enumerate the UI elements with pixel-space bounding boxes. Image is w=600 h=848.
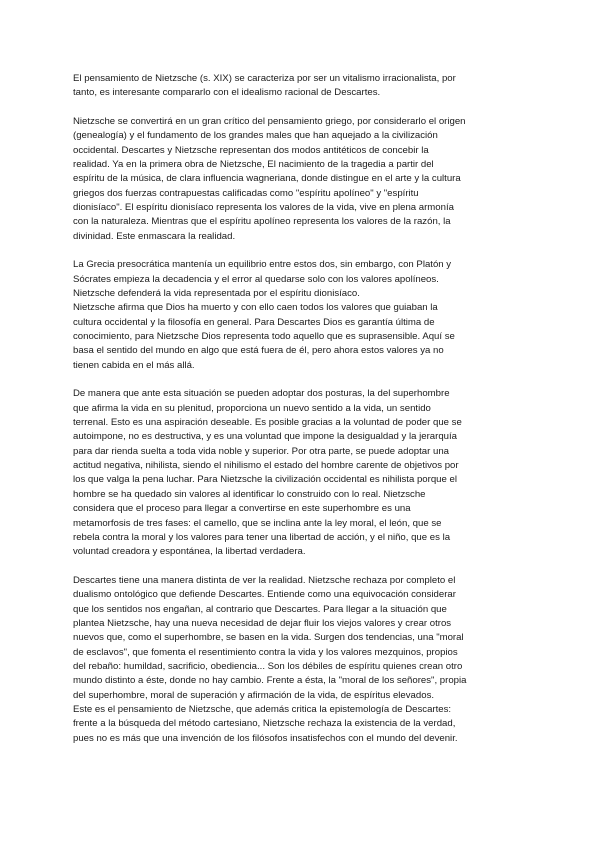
- paragraph-descartes-contrast: Descartes tiene una manera distinta de ver la realidad. Nietzsche rechaza por completo el dualismo ontológico que defiende Descartes. Entiende como una equivocación considerar que los sentidos nos engañan, al contrario que Descartes. Para llegar a la situación que plantea Nietzsche, hay una nueva necesidad de dejar fluir los viejos valores y crear otros nuevos que, como el superhombre, se basen en la vida. Surgen dos tendencias, una "moral de esclavos", que fomenta el resentimiento contra la vida y los valores mezquinos, propios del rebaño: humildad, sacrificio, obediencia... Son los débiles de espíritu quienes crean otro mundo distinto a éste, donde no hay cambio. Frente a ésta, la "moral de los señores", propia del superhombre, moral de superación y afirmación de la vida, de espíritus elevados.: [73, 574, 467, 701]
- paragraph-greek-thought: Nietzsche se convertirá en un gran crítico del pensamiento griego, por considerarlo el origen (genealogía) y el fundamento de los grandes males que han aquejado a la civilización occidental. Descartes y Nietzsche representan dos modos antitéticos de concebir la realidad. Ya en la primera obra de Nietzsche, El nacimiento de la tragedia a partir del espíritu de la música, de clara influencia wagneriana, donde distingue en el arte y la cultura griegos dos fuerzas contrapuestas calificadas como "espíritu apolíneo" y "espíritu dionisíaco". El espíritu dionisíaco representa los valores de la vida, vive en plena armonía con la naturaleza. Mientras que el espíritu apolíneo representa los valores de la razón, la divinidad. Este enmascara la realidad.: [73, 115, 466, 242]
- document-body: [73, 72, 529, 746]
- paragraph-superman: De manera que ante esta situación se pueden adoptar dos posturas, la del superhombre que afirma la vida en su plenitud, proporciona un nuevo sentido a la vida, un sentido terrenal. Esto es una aspiración deseable. Es posible gracias a la voluntad de poder que se autoimpone, no es destructiva, y es una voluntad que impone la desigualdad y la jerarquía para dar rienda suelta a toda vida noble y superior. Por otra parte, se puede adoptar una actitud negativa, nihilista, siendo el nihilismo el estado del hombre carente de objetivos por los que valga la pena luchar. Para Nietzsche la civilización occidental es nihilista porque el hombre se ha quedado sin valores al identificar lo construido con lo real. Nietzsche considera que el proceso para llegar a convertirse en este superhombre es una metamorfosis de tres fases: el camello, que se inclina ante la ley moral, el león, que se rebela contra la moral y los valores para tener una libertad de acción, y el niño, que es la voluntad creadora y espontánea, la libertad verdadera.: [73, 388, 462, 558]
- paragraph-intro: El pensamiento de Nietzsche (s. XIX) se caracteriza por ser un vitalismo irracionalista, por tanto, es interesante compararlo con el idealismo racional de Descartes.: [73, 73, 456, 99]
- paragraph-presocratic: La Grecia presocrática mantenía un equilibrio entre estos dos, sin embargo, con Platón y Sócrates empieza la decadencia y el error al quedarse solo con los valores apolíneos. Nietzsche defenderá la vida representada por el espíritu dionisíaco.: [73, 259, 452, 300]
- paragraph-conclusion: Este es el pensamiento de Nietzsche, que además critica la epistemología de Descartes: frente a la búsqueda del método cartesiano, Nietzsche rechaza la existencia de la verdad, pues no es más que una invención de los filósofos insatisfechos con el mundo del devenir.: [73, 703, 458, 744]
- paragraph-death-of-god: Nietzsche afirma que Dios ha muerto y con ello caen todos los valores que guiaban la cultura occidental y la filosofía en general. Para Descartes Dios es garantía última de conocimiento, para Nietzsche Dios representa todo aquello que es suprasensible. Aquí se basa el sentido del mundo en algo que está fuera de él, pero ahora estos valores ya no tienen cabida en el más allá.: [73, 302, 455, 371]
